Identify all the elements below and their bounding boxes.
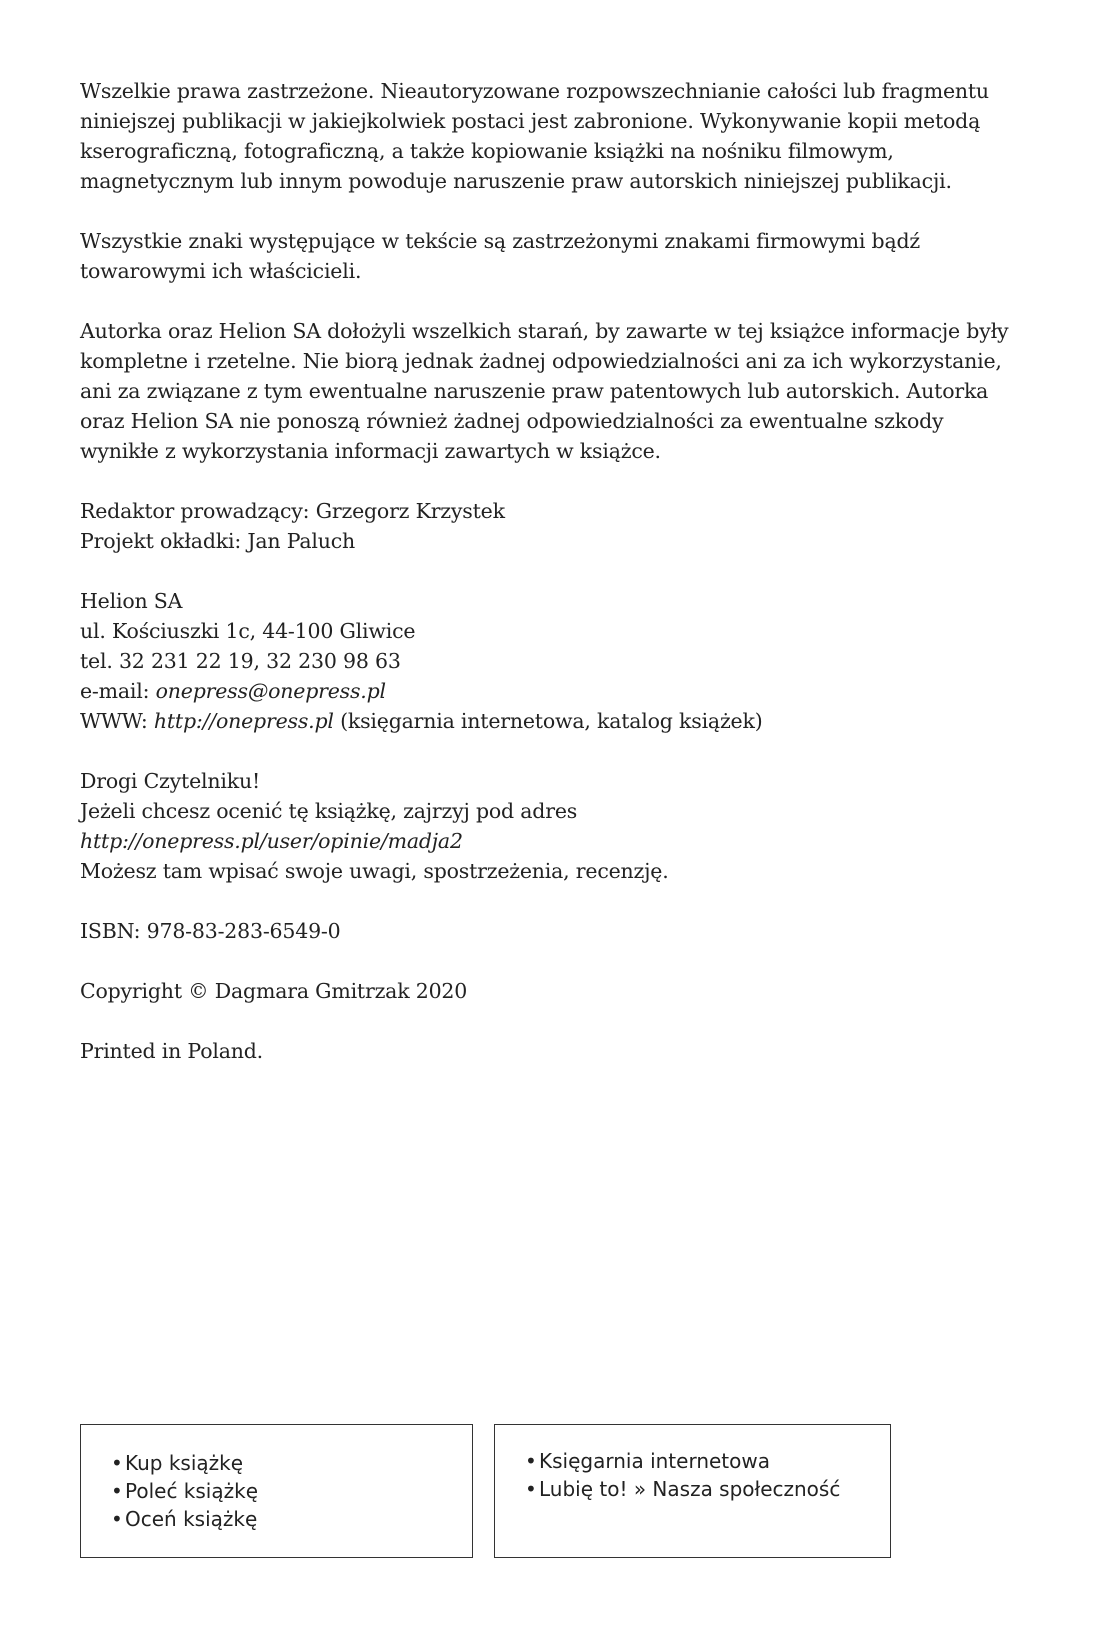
rate-book-label: Oceń książkę <box>125 1507 258 1531</box>
rights-line: niniejszej publikacji w jakiejkolwiek postaci jest zabronione. Wykonywanie kopii metodą <box>80 109 981 133</box>
trademarks-paragraph <box>80 226 1040 286</box>
www-label: WWW: <box>80 709 154 733</box>
rights-line: magnetycznym lub innym powoduje naruszenie praw autorskich niniejszej publikacji. <box>80 169 952 193</box>
disclaimer-line: oraz Helion SA nie ponoszą również żadnej odpowiedzialności za ewentualne szkody <box>80 409 944 433</box>
trademarks-line: towarowymi ich właścicieli. <box>80 259 362 283</box>
email-label: e-mail: <box>80 679 156 703</box>
copyright-page <box>80 76 1040 1096</box>
publisher-address: ul. Kościuszki 1c, 44-100 Gliwice <box>80 619 416 643</box>
recommend-book-label: Poleć książkę <box>125 1479 258 1503</box>
copyright-text: Copyright © Dagmara Gmitrzak 2020 <box>80 979 468 1003</box>
reader-review-note: Możesz tam wpisać swoje uwagi, spostrzeżenia, recenzję. <box>80 859 669 883</box>
www-note: (księgarnia internetowa, katalog książek) <box>333 709 763 733</box>
rights-paragraph <box>80 76 1040 196</box>
community-label: Lubię to! » Nasza społeczność <box>539 1477 841 1501</box>
reader-note <box>80 766 1040 886</box>
printed-notice <box>80 1036 1040 1066</box>
online-bookstore-label: Księgarnia internetowa <box>539 1449 770 1473</box>
bullet-icon: • <box>111 1451 123 1475</box>
links-boxes <box>80 1424 892 1560</box>
cover-credit: Projekt okładki: Jan Paluch <box>80 529 356 553</box>
reader-greeting: Drogi Czytelniku! <box>80 769 260 793</box>
publisher-info <box>80 586 1040 736</box>
bullet-icon: • <box>525 1449 537 1473</box>
publisher-email-line <box>80 676 1040 706</box>
book-actions-box <box>80 1424 473 1558</box>
printed-text: Printed in Poland. <box>80 1039 263 1063</box>
reader-invite: Jeżeli chcesz ocenić tę książkę, zajrzyj pod adres <box>80 799 578 823</box>
rights-line: Wszelkie prawa zastrzeżone. Nieautoryzowane rozpowszechnianie całości lub fragmentu <box>80 79 989 103</box>
disclaimer-line: Autorka oraz Helion SA dołożyli wszelkich starań, by zawarte w tej książce informacje były <box>80 319 1009 343</box>
publisher-name: Helion SA <box>80 589 183 613</box>
disclaimer-line: ani za związane z tym ewentualne naruszenie praw patentowych lub autorskich. Autorka <box>80 379 989 403</box>
publisher-phone: tel. 32 231 22 19, 32 230 98 63 <box>80 649 401 673</box>
email-link[interactable]: onepress@onepress.pl <box>155 679 386 703</box>
isbn-text: ISBN: 978-83-283-6549-0 <box>80 919 341 943</box>
disclaimer-line: wynikłe z wykorzystania informacji zawartych w książce. <box>80 439 661 463</box>
review-link[interactable]: http://onepress.pl/user/opinie/madja2 <box>80 829 463 853</box>
copyright-notice <box>80 976 1040 1006</box>
trademarks-line: Wszystkie znaki występujące w tekście są zastrzeżonymi znakami firmowymi bądź <box>80 229 921 253</box>
community-link[interactable] <box>525 1475 890 1503</box>
buy-book-link[interactable] <box>111 1449 472 1477</box>
www-link[interactable]: http://onepress.pl <box>153 709 334 733</box>
rights-line: kserograficzną, fotograficzną, a także kopiowanie książki na nośniku filmowym, <box>80 139 894 163</box>
community-box <box>494 1424 891 1558</box>
disclaimer-paragraph <box>80 316 1040 466</box>
online-bookstore-link[interactable] <box>525 1447 890 1475</box>
disclaimer-line: kompletne i rzetelne. Nie biorą jednak żadnej odpowiedzialności ani za ich wykorzystanie, <box>80 349 1002 373</box>
buy-book-label: Kup książkę <box>125 1451 244 1475</box>
editor-credit: Redaktor prowadzący: Grzegorz Krzystek <box>80 499 505 523</box>
bullet-icon: • <box>525 1477 537 1501</box>
bullet-icon: • <box>111 1507 123 1531</box>
publisher-www-line <box>80 706 1040 736</box>
credits <box>80 496 1040 556</box>
rate-book-link[interactable] <box>111 1505 472 1533</box>
recommend-book-link[interactable] <box>111 1477 472 1505</box>
isbn <box>80 916 1040 946</box>
bullet-icon: • <box>111 1479 123 1503</box>
